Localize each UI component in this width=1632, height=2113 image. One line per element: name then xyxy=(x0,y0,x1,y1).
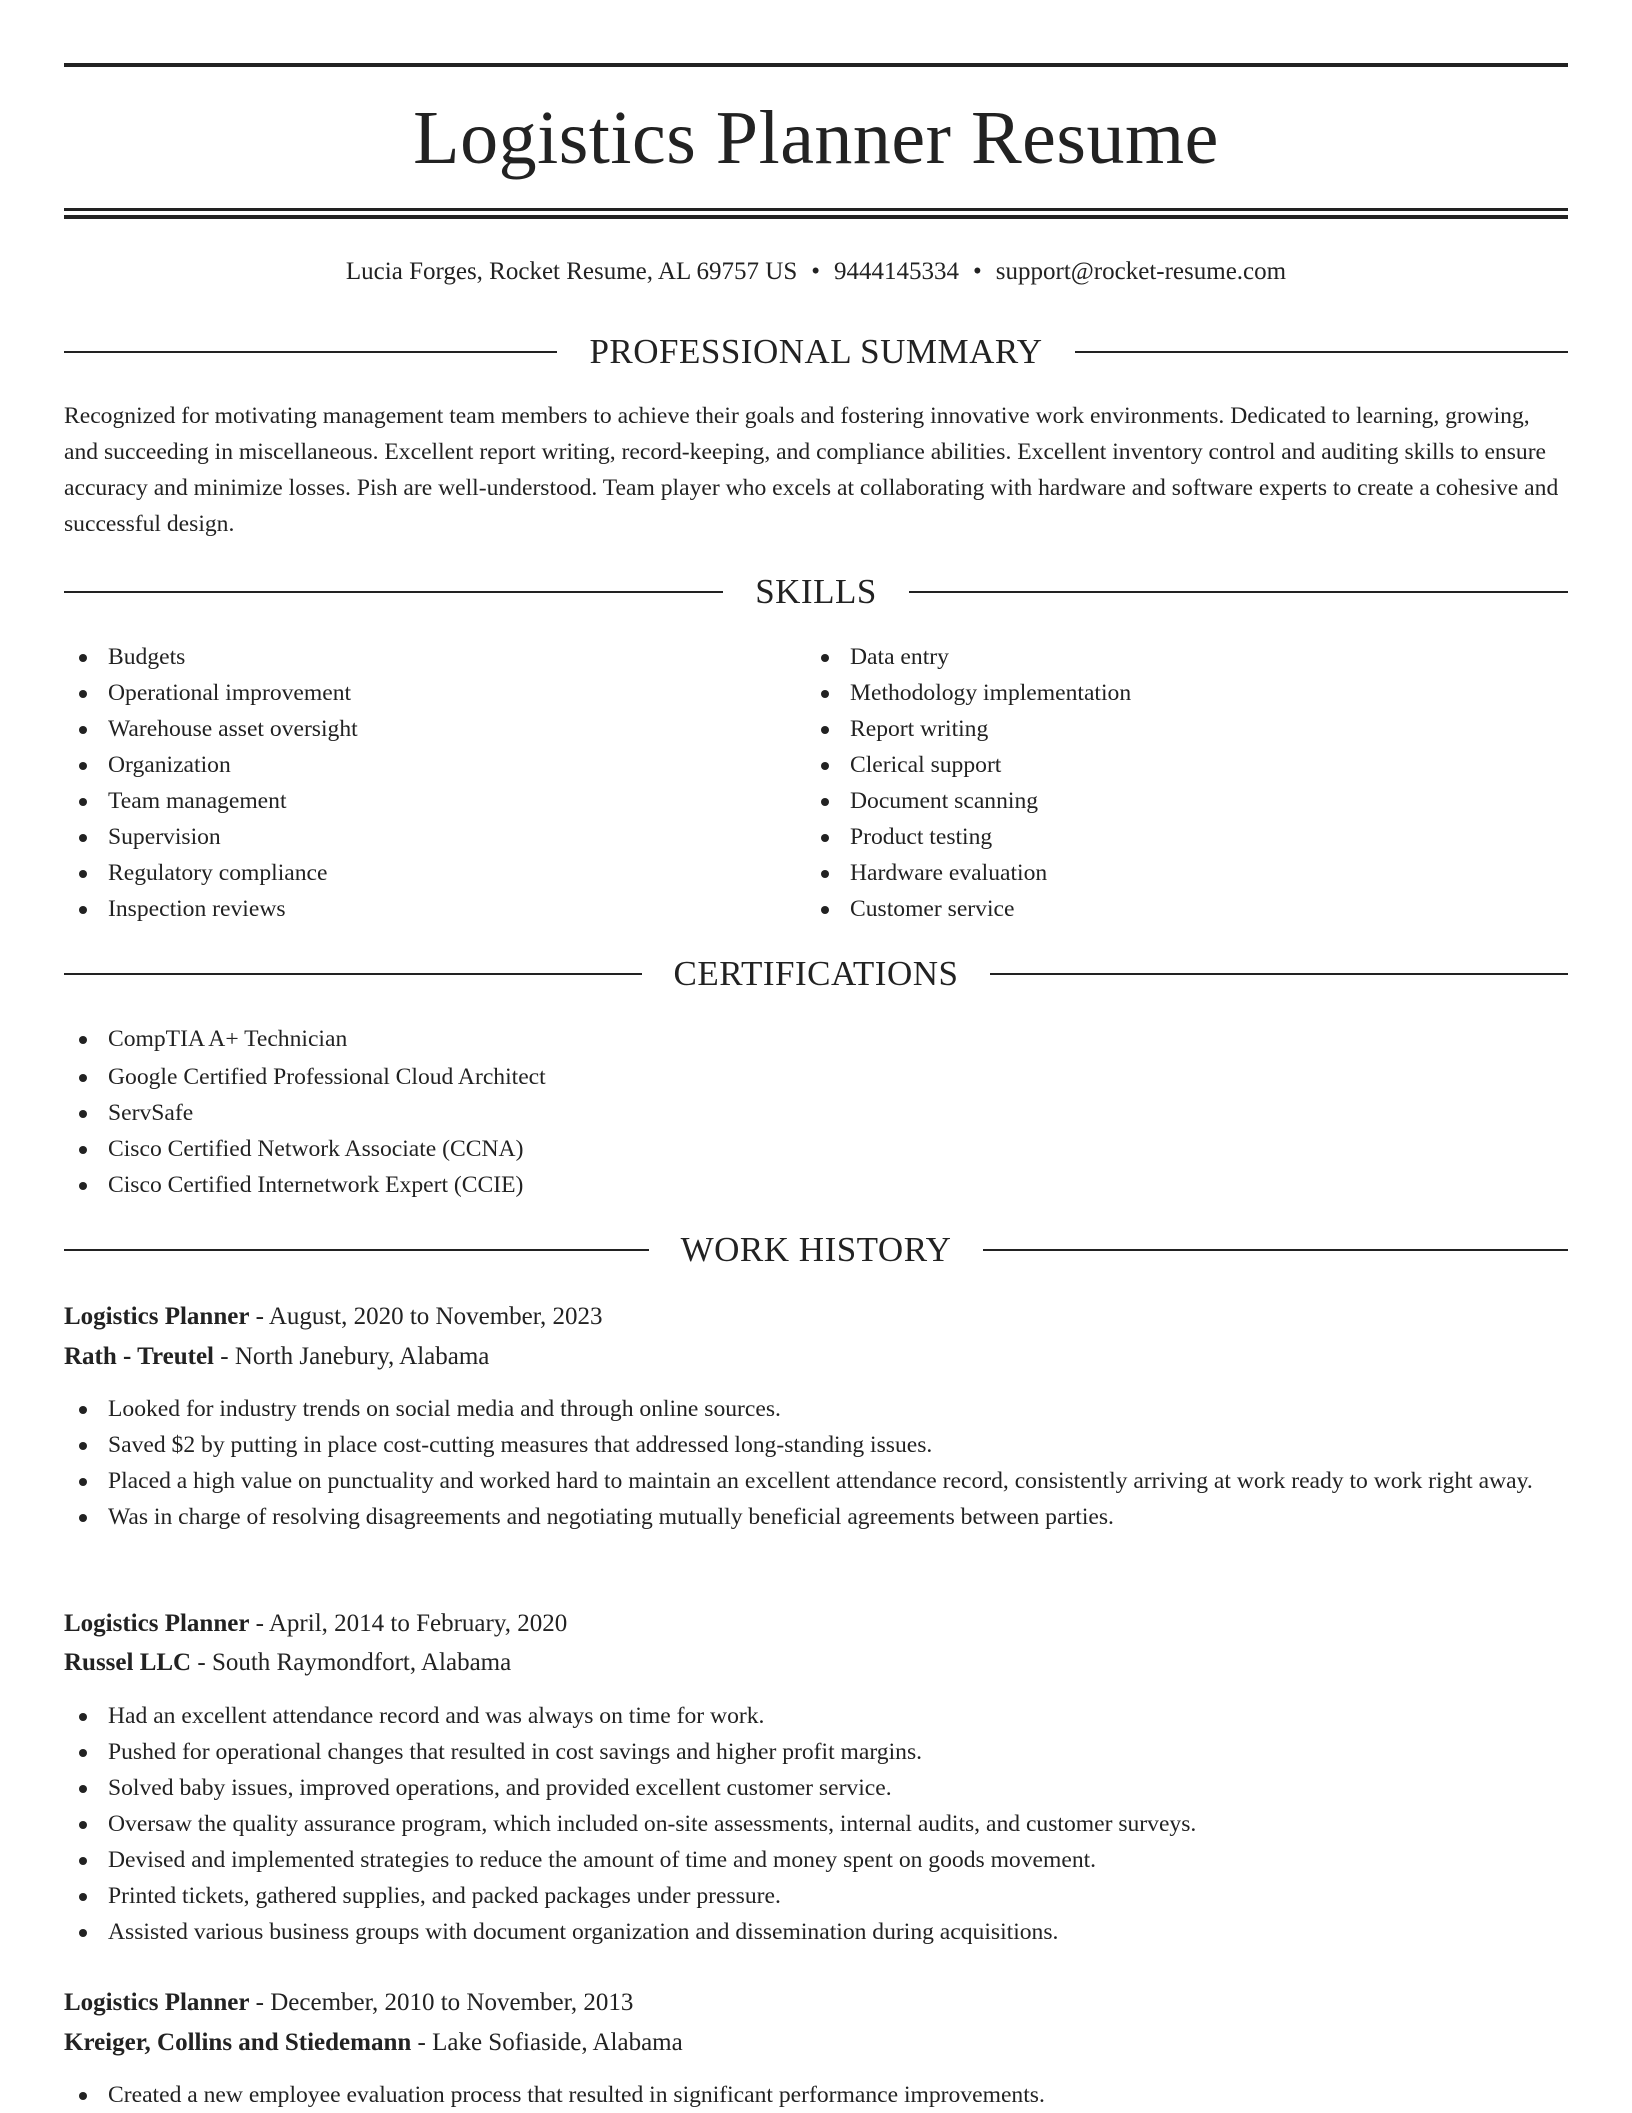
header-bottom-rule-lower xyxy=(64,215,1568,219)
job-company-line xyxy=(64,1645,1568,1681)
job-title: Logistics Planner xyxy=(64,1610,250,1637)
job-bullet: Oversaw the quality assurance program, which included on-site assessments, internal audits, and customer surveys. xyxy=(64,1806,1568,1842)
certifications-list xyxy=(64,1021,1568,1203)
skill-item: Clerical support xyxy=(806,747,1566,783)
heading-divider xyxy=(983,1249,1568,1251)
job-bullet: Assisted various business groups with document organization and dissemination during acquisitions. xyxy=(64,1914,1568,1950)
contact-line xyxy=(64,254,1568,290)
contact-address: Lucia Forges, Rocket Resume, AL 69757 US xyxy=(345,258,798,285)
job-title: Logistics Planner xyxy=(64,1303,250,1330)
job-location: - Lake Sofiaside, Alabama xyxy=(411,2029,683,2056)
job-bullet: Devised and implemented strategies to reduce the amount of time and money spent on goods movement. xyxy=(64,1842,1568,1878)
job-title: Logistics Planner xyxy=(64,1989,250,2016)
summary-paragraph: Recognized for motivating management team members to achieve their goals and fostering innovative work environments. Dedicated to learning, growing, and succeeding in miscellaneous. Excellent report writing, record-keeping, and compliance abilities. Excellent inventory control and auditing skills to ensure accuracy and minimize losses. Pish are well-understood. Team player who excels at collaborating with hardware and software experts to create a cohesive and successful design. xyxy=(64,403,1559,537)
job-company: Rath - Treutel xyxy=(64,1343,214,1370)
job-title-line xyxy=(64,1299,1568,1335)
job-bullet-list xyxy=(64,1391,1568,1535)
heading-divider xyxy=(64,351,557,353)
job-company: Kreiger, Collins and Stiedemann xyxy=(64,2029,412,2056)
job-location: - South Raymondfort, Alabama xyxy=(191,1649,512,1676)
section-heading-label: CERTIFICATIONS xyxy=(673,954,959,993)
job-bullet: Looked for industry trends on social media and through online sources. xyxy=(64,1391,1568,1427)
heading-divider xyxy=(1075,351,1568,353)
job-bullet: Placed a high value on punctuality and worked hard to maintain an excellent attendance record, consistently arriving at work ready to work right away. xyxy=(64,1463,1568,1499)
job-title-line xyxy=(64,1606,1568,1642)
skills-list-right xyxy=(806,639,1566,927)
skill-item: Methodology implementation xyxy=(806,675,1566,711)
job-bullet-list xyxy=(64,2077,1568,2113)
contact-email: support@rocket-resume.com xyxy=(995,258,1287,285)
skill-item: Organization xyxy=(64,747,764,783)
heading-divider xyxy=(64,1249,649,1251)
section-heading-work-history xyxy=(64,1228,1568,1272)
header-top-rule xyxy=(64,63,1568,67)
job-bullet: Solved baby issues, improved operations, and provided excellent customer service. xyxy=(64,1770,1568,1806)
heading-divider xyxy=(64,591,723,593)
job-location: - North Janebury, Alabama xyxy=(214,1343,490,1370)
skill-item: Operational improvement xyxy=(64,675,764,711)
skill-item: Product testing xyxy=(806,819,1566,855)
skill-item: Team management xyxy=(64,783,764,819)
job-dates: - April, 2014 to February, 2020 xyxy=(249,1610,568,1637)
resume-title: Logistics Planner Resume xyxy=(413,96,1219,180)
skill-item: Document scanning xyxy=(806,783,1566,819)
skill-item: Data entry xyxy=(806,639,1566,675)
skill-item: Supervision xyxy=(64,819,764,855)
job-dates: - August, 2020 to November, 2023 xyxy=(249,1303,603,1330)
section-heading-label: SKILLS xyxy=(755,572,877,611)
heading-divider xyxy=(909,591,1568,593)
contact-separator: • xyxy=(811,258,821,285)
certification-item: Google Certified Professional Cloud Architect xyxy=(64,1059,1568,1095)
job-bullet: Saved $2 by putting in place cost-cutting measures that addressed long-standing issues. xyxy=(64,1427,1568,1463)
job-company: Russel LLC xyxy=(64,1649,192,1676)
job-company-line xyxy=(64,1339,1568,1375)
job-dates: - December, 2010 to November, 2013 xyxy=(249,1989,634,2016)
section-heading-summary xyxy=(64,330,1568,374)
job-bullet: Pushed for operational changes that resulted in cost savings and higher profit margins. xyxy=(64,1734,1568,1770)
section-heading-skills xyxy=(64,570,1568,614)
section-heading-label: PROFESSIONAL SUMMARY xyxy=(589,332,1043,371)
skill-item: Inspection reviews xyxy=(64,891,764,927)
certification-item: Cisco Certified Network Associate (CCNA) xyxy=(64,1131,1568,1167)
skill-item: Budgets xyxy=(64,639,764,675)
certification-item: Cisco Certified Internetwork Expert (CCIE) xyxy=(64,1167,1568,1203)
header-bottom-rule-upper xyxy=(64,208,1568,211)
job-company-line xyxy=(64,2025,1568,2061)
certification-item: CompTIA A+ Technician xyxy=(64,1021,1568,1057)
skill-item: Regulatory compliance xyxy=(64,855,764,891)
job-bullet-list xyxy=(64,1698,1568,1950)
job-bullet: Was in charge of resolving disagreements and negotiating mutually beneficial agreements between parties. xyxy=(64,1499,1568,1535)
job-bullet: Had an excellent attendance record and was always on time for work. xyxy=(64,1698,1568,1734)
job-bullet: Printed tickets, gathered supplies, and packed packages under pressure. xyxy=(64,1878,1568,1914)
heading-divider xyxy=(64,973,642,975)
job-bullet: Created a new employee evaluation process that resulted in significant performance improvements. xyxy=(64,2077,1568,2113)
certification-item: ServSafe xyxy=(64,1095,1568,1131)
skill-item: Customer service xyxy=(806,891,1566,927)
skill-item: Report writing xyxy=(806,711,1566,747)
section-heading-certifications xyxy=(64,952,1568,996)
skill-item: Warehouse asset oversight xyxy=(64,711,764,747)
section-heading-label: WORK HISTORY xyxy=(680,1230,952,1269)
heading-divider xyxy=(990,973,1568,975)
skills-list-left xyxy=(64,639,764,927)
contact-separator: • xyxy=(973,258,982,285)
job-title-line xyxy=(64,1985,1568,2021)
contact-phone: 9444145334 xyxy=(834,258,960,285)
skill-item: Hardware evaluation xyxy=(806,855,1566,891)
